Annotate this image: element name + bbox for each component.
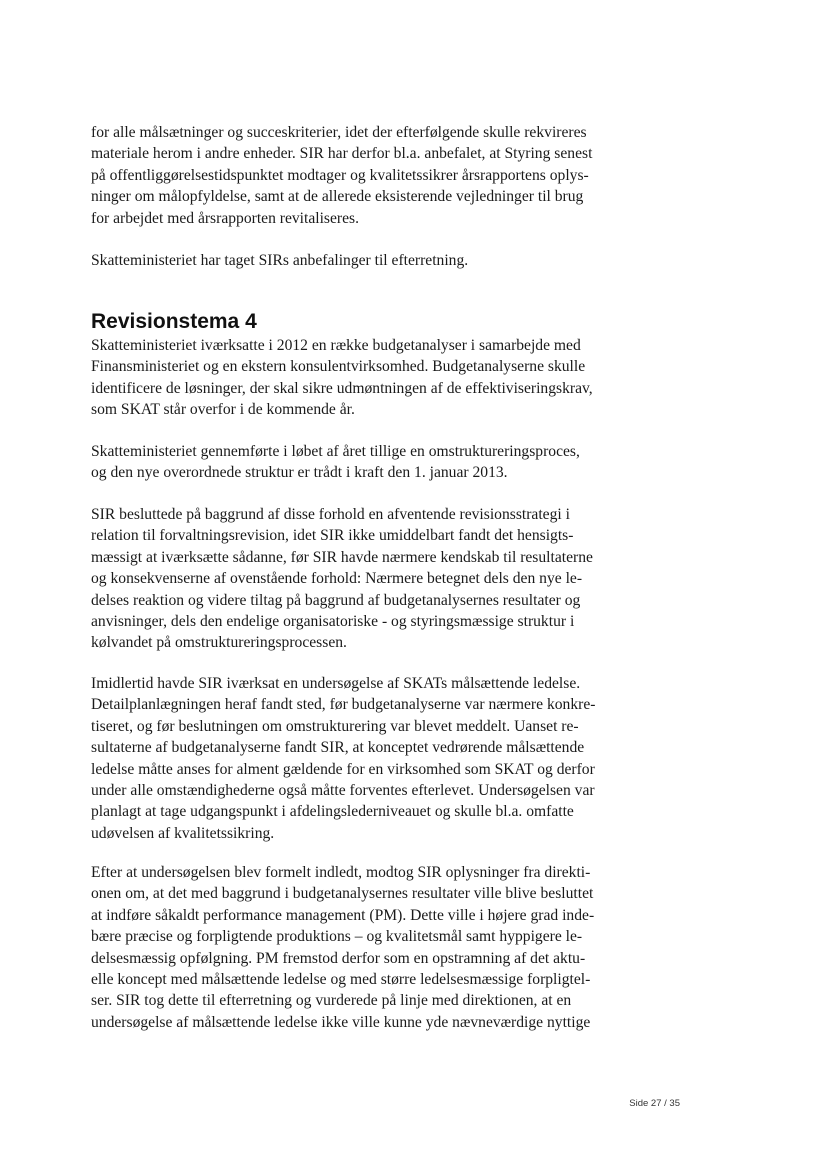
text-line: sultaterne af budgetanalyserne fandt SIR, at konceptet vedrørende målsættende bbox=[91, 739, 585, 757]
text-line: onen om, at det med baggrund i budgetanalysernes resultater ville blive besluttet bbox=[91, 885, 594, 903]
text-line: og konsekvenserne af ovenstående forhold: Nærmere betegnet dels den nye le- bbox=[91, 570, 583, 588]
text-line: anvisninger, dels den endelige organisatoriske - og styringsmæssige struktur i bbox=[91, 613, 575, 631]
text-line: identificere de løsninger, der skal sikre udmøntningen af de effektiviseringskrav, bbox=[91, 379, 593, 397]
text-line: Imidlertid havde SIR iværksat en undersøgelse af SKATs målsættende ledelse. bbox=[91, 675, 581, 692]
text-line: som SKAT står overfor i de kommende år. bbox=[91, 401, 355, 419]
text-line: for arbejdet med årsrapporten revitaliseres. bbox=[91, 209, 360, 227]
text-line: kølvandet på omstruktureringsprocessen. bbox=[91, 634, 347, 652]
text-line: ledelse måtte anses for alment gældende for en virksomhed som SKAT og derfor bbox=[91, 760, 595, 778]
paragraph-intro-continuation bbox=[91, 122, 731, 229]
text-line: tiseret, og før beslutningen om omstrukturering var blevet meddelt. Uanset re- bbox=[91, 717, 579, 735]
paragraph-management-study bbox=[91, 673, 731, 844]
text-line: Finansministeriet og en ekstern konsulentvirksomhed. Budgetanalyserne skulle bbox=[91, 358, 586, 376]
text-line: relation til forvaltningsrevision, idet SIR ikke umiddelbart fandt det hensigts- bbox=[91, 527, 574, 545]
paragraph-recommendation-followup bbox=[91, 250, 731, 271]
text-line: Skatteministeriet har taget SIRs anbefalinger til efterretning. bbox=[91, 252, 469, 269]
text-line: ninger om målopfyldelse, samt at de allerede eksisterende vejledninger til brug bbox=[91, 188, 584, 206]
page-number: Side 27 / 35 bbox=[629, 1098, 680, 1109]
text-line: og den nye overordnede struktur er trådt i kraft den 1. januar 2013. bbox=[91, 464, 508, 482]
text-line: ser. SIR tog dette til efterretning og vurderede på linje med direktionen, at en bbox=[91, 992, 572, 1010]
paragraph-restructuring bbox=[91, 441, 731, 484]
text-line: materiale herom i andre enheder. SIR har derfor bl.a. anbefalet, at Styring senest bbox=[91, 145, 593, 163]
text-line: at indføre såkaldt performance management (PM). Dette ville i højere grad inde- bbox=[91, 906, 595, 924]
text-line: Skatteministeriet iværksatte i 2012 en række budgetanalyser i samarbejde med bbox=[91, 337, 581, 354]
text-line: delses reaktion og videre tiltag på baggrund af budgetanalysernes resultater og bbox=[91, 591, 581, 609]
section-heading: Revisionstema 4 bbox=[91, 310, 257, 333]
text-line: Efter at undersøgelsen blev formelt indledt, modtog SIR oplysninger fra direkti- bbox=[91, 864, 591, 881]
paragraph-performance-management bbox=[91, 862, 731, 1033]
text-line: planlagt at tage udgangspunkt i afdelingslederniveauet og skulle bl.a. omfatte bbox=[91, 803, 574, 821]
text-line: udøvelsen af kvalitetssikring. bbox=[91, 824, 275, 842]
text-line: Detailplanlægningen heraf fandt sted, før budgetanalyserne var nærmere konkre- bbox=[91, 696, 596, 714]
text-line: mæssigt at iværksætte sådanne, før SIR havde nærmere kendskab til resultaterne bbox=[91, 548, 593, 566]
paragraph-budget-analyses bbox=[91, 335, 731, 421]
text-line: bære præcise og forpligtende produktions – og kvalitetsmål samt hyppigere le- bbox=[91, 928, 583, 946]
text-line: elle koncept med målsættende ledelse og med større ledelsesmæssige forpligtel- bbox=[91, 971, 591, 989]
text-line: for alle målsætninger og succeskriterier, idet der efterfølgende skulle rekvireres bbox=[91, 124, 587, 141]
text-line: undersøgelse af målsættende ledelse ikke ville kunne yde nævneværdige nyttige bbox=[91, 1013, 591, 1031]
text-line: SIR besluttede på baggrund af disse forhold en afventende revisionsstrategi i bbox=[91, 506, 570, 523]
text-line: Skatteministeriet gennemførte i løbet af året tillige en omstruktureringsproces, bbox=[91, 443, 580, 460]
text-line: på offentliggørelsestidspunktet modtager og kvalitetssikrer årsrapportens oplys- bbox=[91, 166, 589, 184]
paragraph-audit-strategy bbox=[91, 504, 731, 654]
text-line: under alle omstændighederne også måtte forventes efterlevet. Undersøgelsen var bbox=[91, 782, 595, 800]
text-line: delsesmæssig opfølgning. PM fremstod derfor som en opstramning af det aktu- bbox=[91, 949, 586, 967]
